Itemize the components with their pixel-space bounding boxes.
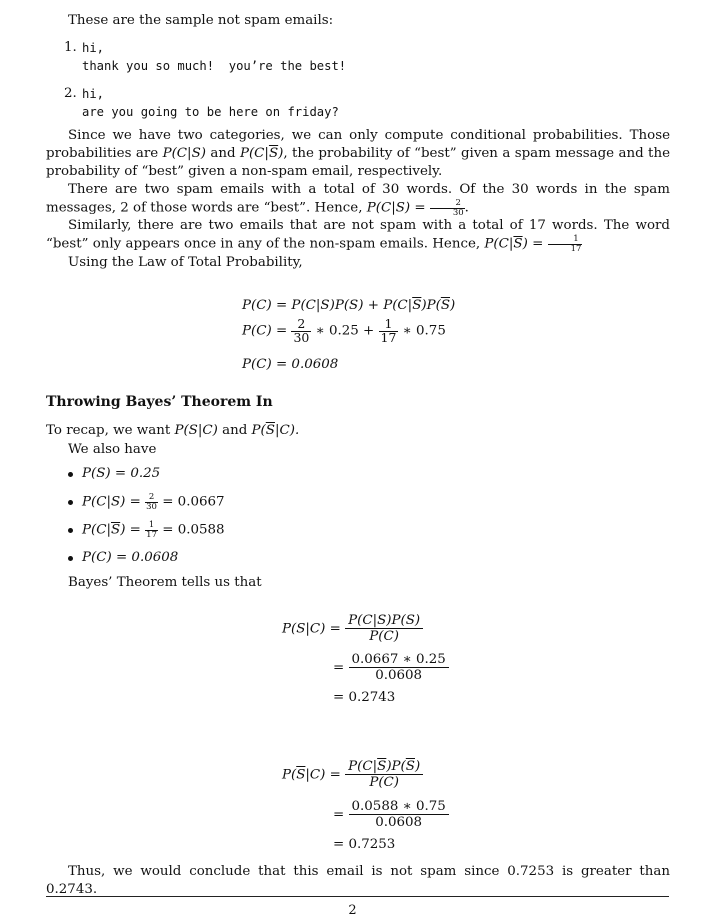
math: P( [251,423,266,438]
list-item [46,549,670,577]
math: ) [414,759,421,774]
math: P(C|S) = [366,200,430,216]
email-line: are you going to be here on friday? [82,105,339,119]
math: $\overline{S}$ [513,236,523,252]
text: We also have [68,442,157,457]
bullet-icon [68,556,73,561]
bullet-icon [68,500,73,505]
fraction [548,235,583,253]
categories-paragraph [46,127,670,181]
page-number: 2 [348,903,357,918]
list-item [46,493,670,521]
denominator: 0.0608 [375,668,423,684]
math: P(S|C) [174,423,218,438]
fraction [291,318,311,344]
bullet-icon [68,472,73,477]
math: P( [282,767,297,783]
denominator: 30 [146,501,157,512]
math: = [333,660,345,676]
math: ∗ 0.75 [398,323,446,339]
section-title: Throwing Bayes’ Theorem In [46,394,273,410]
email-item-2 [46,85,670,121]
denominator: 17 [380,329,397,345]
fraction [145,493,158,511]
fraction [379,318,399,344]
denominator: P(C) [369,629,399,645]
numerator [345,759,423,775]
math: P(C| [239,146,269,161]
bayes-intro-paragraph [46,574,670,592]
math: )P( [386,759,406,774]
email-number: 1. [64,40,77,55]
total-probability-line-2 [242,318,446,344]
text: and [217,423,252,438]
email-line: thank you so much! you’re the best! [82,59,347,73]
intro-text: These are the sample not spam emails: [68,13,334,28]
math: ) [278,146,284,161]
text: Using the Law of Total Probability, [68,255,303,270]
math: )P( [421,298,441,313]
numerator: P(C|S)P(S) [345,613,423,629]
email-item-1 [46,39,670,75]
math: $\overline{S}$ [268,146,279,161]
numerator: 2 [430,199,465,209]
bayes-equation-2-step [333,799,449,831]
text: To recap, we want [46,423,175,438]
denominator: P(C) [369,775,400,791]
bayes-equation-2 [282,759,423,791]
math: P(C) = 0.0608 [82,550,179,565]
fraction [349,799,449,831]
math: |C) = [305,767,346,783]
math: $\overline{S}$ [111,522,121,538]
conclusion-paragraph [46,863,670,899]
math: ) = [120,522,146,538]
bullet-icon [68,528,73,533]
email-number: 2. [64,86,77,101]
total-probability-line-1 [242,297,455,315]
math: = 0.0667 [157,494,225,510]
spam-paragraph [46,181,670,218]
numerator: 1 [379,318,399,332]
math: $\overline{S}$ [265,423,275,438]
nonspam-paragraph [46,217,670,254]
denominator: 0.0608 [375,815,423,831]
math: P(C) = P(C|S)P(S) + P(C| [242,298,413,313]
given-values-list [46,465,670,577]
fraction [345,759,423,791]
email-list [46,39,670,131]
math: = [333,807,345,823]
list-item [46,521,670,549]
denominator: 17 [570,243,582,254]
fraction [345,613,423,645]
math: P(S) = 0.25 [82,466,161,481]
math: P(C| [348,759,378,774]
numerator: 2 [145,493,158,503]
email-line: hi, [82,87,105,101]
total-probability-intro [46,254,670,272]
math: P(C|S) [162,146,206,161]
math: $\overline{S}$ [440,298,451,313]
math: P(C) = [242,323,292,339]
math: $\overline{S}$ [296,767,306,783]
fraction [430,199,465,217]
total-probability-line-3: P(C) = 0.0608 [242,357,339,372]
math: $\overline{S}$ [405,759,415,774]
numerator: 0.0667 ∗ 0.25 [349,652,449,668]
math: ) [450,298,456,313]
text: Since we have two categories, we can only compute conditional probabilities. Those probabilities are [46,128,670,161]
math: ∗ 0.25 + [311,323,379,339]
denominator: 17 [146,529,157,540]
math: $\overline{S}$ [412,298,422,313]
footer-rule [46,896,669,897]
bayes-equation-1 [282,613,423,645]
bayes-equation-1-result: = 0.2743 [333,690,396,705]
email-line: hi, [82,41,105,55]
text: Bayes’ Theorem tells us that [68,575,262,590]
denominator: 30 [452,207,464,218]
numerator: 1 [145,521,158,531]
denominator: 30 [293,329,310,345]
math: P(S|C) = [282,621,346,637]
math: = 0.0588 [157,522,225,538]
text: There are two spam emails with a total of 30 words. Of the 30 words in the spam messages, 2 of those words are “best”. Hence, [46,182,670,216]
numerator: 0.0588 ∗ 0.75 [349,799,449,815]
text: and [205,146,240,161]
math: $\overline{S}$ [377,759,387,774]
math: P(C| [484,236,514,252]
also-have-paragraph [46,441,670,459]
text: Thus, we would conclude that this email is not spam since 0.7253 is greater than 0.2743. [46,864,670,897]
math: P(C| [82,522,111,538]
intro-paragraph [46,12,670,30]
list-item [46,465,670,493]
fraction [145,521,158,539]
numerator: 1 [548,235,583,245]
text: Similarly, there are two emails that are not spam with a total of 17 words. The word “best” only appears once in any of the non-spam emails. Hence, [46,218,670,252]
text: , the probability of “best” given a spam message and the probability of “best” given a non-spam email, respectively. [46,146,670,179]
bayes-equation-2-result: = 0.7253 [333,837,396,852]
bayes-equation-1-step [333,652,449,684]
recap-paragraph [46,422,670,440]
text: . [464,200,469,216]
math: ) = [522,236,548,252]
fraction [349,652,449,684]
numerator: 2 [291,318,311,332]
math: |C). [274,423,300,438]
math: P(C|S) = [82,494,146,510]
